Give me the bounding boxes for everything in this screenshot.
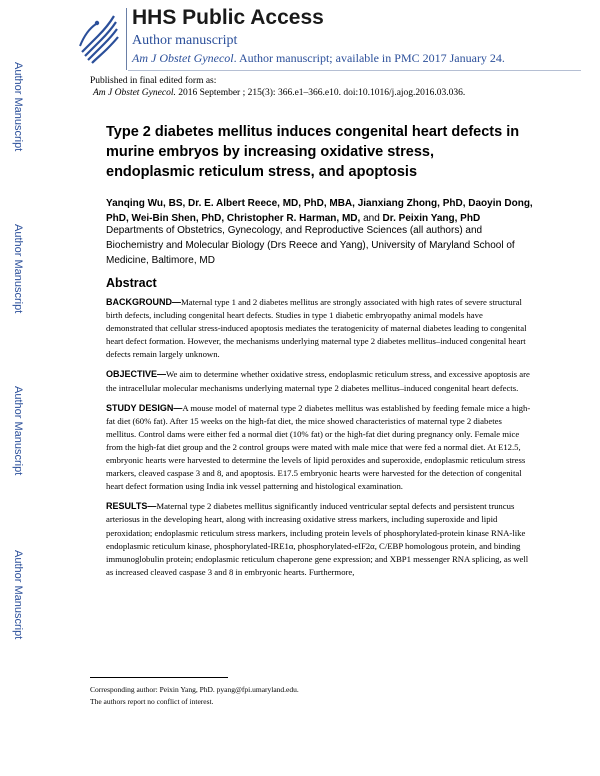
abstract-section-text: Maternal type 2 diabetes mellitus significantly induced ventricular septal defects and persistent truncus arteriosus in the developing heart, along with increasing oxidative stress markers, including superoxide and lipid peroxidation; endoplasmic reticulum stress markers, including protein levels of phosphorylated-protein kinase RNA-like endoplasmic reticulum kinase, phosphorylated-IRE1α, phosphorylated-eIF2α, C/EBP homologous protein, and binding immunoglobulin protein; endoplasmic reticulum chaperone gene expression; and XBP1 messenger RNA splicing, as well as increased cleaved caspase 3 and 8 in embryonic hearts. Furthermore,	[106, 501, 529, 577]
author-manuscript-label: Author manuscript	[132, 33, 238, 48]
abstract-section-label: RESULTS—	[106, 501, 157, 512]
margin-label-2: Author Manuscript	[12, 224, 24, 314]
header-divider	[126, 8, 127, 70]
hhs-eagle-logo-icon	[76, 6, 120, 70]
abstract-section-text: Maternal type 1 and 2 diabetes mellitus are strongly associated with high rates of severe structural birth defects, including congenital heart defects. Studies in type 1 diabetic embryopathy animal models have demonstrated that cellular stress-induced apoptosis mediates the teratogenicity of maternal diabetes leading to congenital heart defect formation. However, the mechanisms underlying maternal type 2 diabetes mellitus–induced congenital heart defects remain largely unknown.	[106, 297, 527, 360]
abstract-background	[106, 296, 531, 361]
abstract-study-design	[106, 402, 531, 494]
abstract-section-label: STUDY DESIGN—	[106, 402, 183, 413]
abstract-section-label: OBJECTIVE—	[106, 369, 167, 380]
abstract-objective	[106, 368, 531, 394]
journal-availability	[132, 51, 505, 66]
author-list	[106, 196, 536, 226]
abstract-section-text: We aim to determine whether oxidative stress, endoplasmic reticulum stress, and excessive apoptosis are the intracellular molecular mechanisms underlying maternal type 2 diabetes mellitus–induced congenital heart defects.	[106, 369, 530, 393]
authors-last: Dr. Peixin Yang, PhD	[382, 213, 481, 224]
abstract-section-text: A mouse model of maternal type 2 diabetes mellitus was established by feeding female mice a high-fat diet (60% fat). After 15 weeks on the high-fat diet, the mice showed characteristics of maternal type 2 diabetes mellitus. Control dams were either fed a normal diet (10% fat) or the high-fat diet during pregnancy only. Female mice from the high-fat diet group and the 2 control groups were mated with male mice that were fed a normal diet. At E12.5, embryonic hearts were harvested to determine the levels of lipid peroxides and superoxide, endoplasmic reticulum stress markers, cleaved caspase 3 and 8, and apoptosis. E17.5 embryonic hearts were harvested for the detection of congenital heart defect formation using India ink vessel patterning and histological examination.	[106, 402, 531, 492]
authors-first: Yanqing Wu, BS, Dr. E. Albert Reece, MD, PhD, MBA, Jianxiang Zhong, PhD, Daoyin Dong, PhD, Wei-Bin Shen, PhD, Christopher R. Harman, MD,	[106, 198, 533, 224]
journal-name: Am J Obstet Gynecol	[132, 51, 234, 65]
article-title: Type 2 diabetes mellitus induces congenital heart defects in murine embryos by increasing oxidative stress, endoplasmic reticulum stress, and apoptosis	[106, 124, 520, 180]
hhs-title: HHS Public Access	[132, 6, 324, 29]
published-in-label: Published in final edited form as:	[90, 76, 217, 86]
hhs-header	[76, 6, 581, 74]
corresponding-author-note: Corresponding author: Peixin Yang, PhD. pyang@fpi.umaryland.edu.	[90, 685, 299, 694]
abstract-section-label: BACKGROUND—	[106, 297, 181, 307]
abstract-body	[106, 296, 531, 586]
conflict-of-interest-note: The authors report no conflict of interest.	[90, 697, 214, 706]
abstract-results	[106, 500, 531, 579]
authors-and: and	[360, 213, 383, 224]
header-rule	[128, 70, 581, 71]
abstract-heading: Abstract	[106, 276, 157, 290]
margin-label-1: Author Manuscript	[12, 62, 24, 152]
margin-label-3: Author Manuscript	[12, 386, 24, 476]
margin-label-4: Author Manuscript	[12, 550, 24, 640]
author-affiliation: Departments of Obstetrics, Gynecology, and Reproductive Sciences (all authors) and Biochemistry and Molecular Biology (Drs Reece and Yang), University of Maryland School of Medicine, Baltimore, MD	[106, 225, 515, 266]
citation-journal: Am J Obstet Gynecol.	[93, 88, 176, 98]
citation-details: 2016 September ; 215(3): 366.e1–366.e10. doi:10.1016/j.ajog.2016.03.036.	[175, 88, 466, 98]
footnote-rule	[90, 677, 228, 678]
publication-citation	[93, 88, 465, 98]
availability-text: . Author manuscript; available in PMC 2017 January 24.	[233, 51, 505, 65]
